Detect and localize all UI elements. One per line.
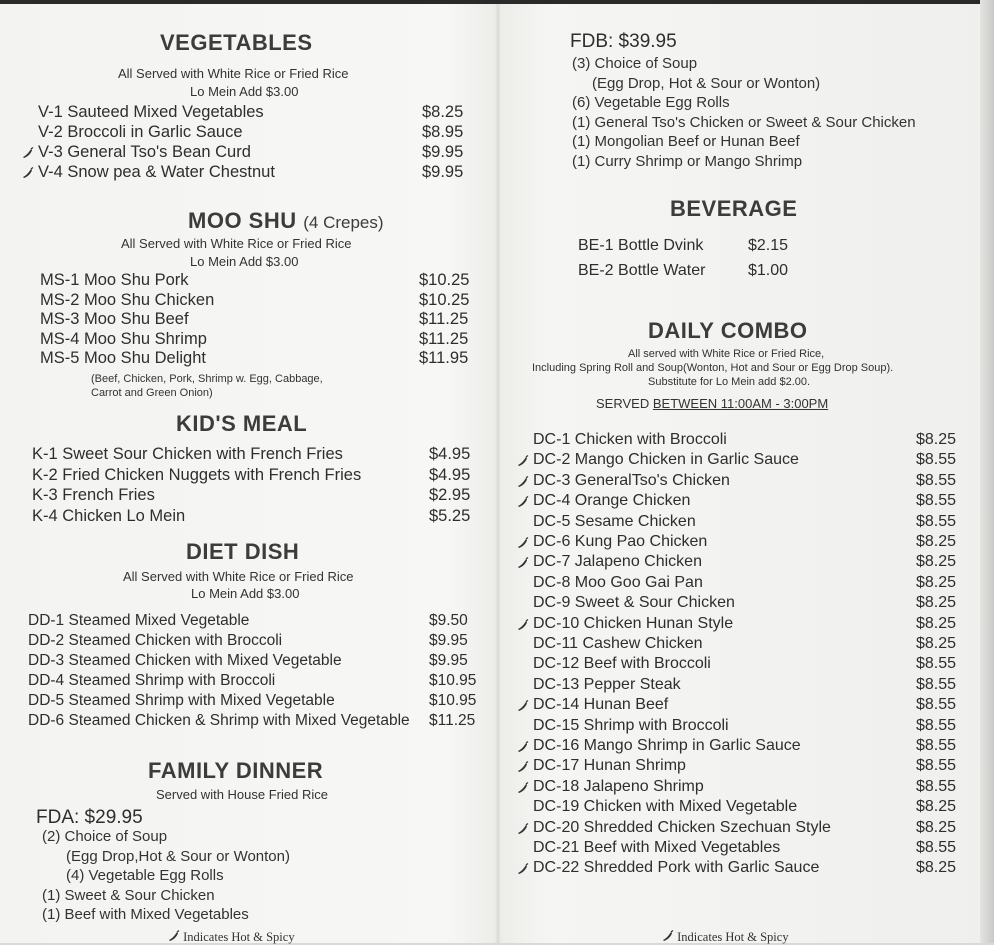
chili-pepper-icon bbox=[517, 496, 529, 508]
menu-item-name: DC-6 Kung Pao Chicken bbox=[533, 533, 708, 550]
menu-item-name: DC-1 Chicken with Broccoli bbox=[533, 431, 727, 448]
menu-item-name: DC-12 Beef with Broccoli bbox=[533, 655, 711, 673]
combo-served-time: BETWEEN 11:00AM - 3:00PM bbox=[652, 396, 829, 411]
menu-item-price: $8.25 bbox=[916, 431, 957, 448]
chili-pepper-icon bbox=[517, 557, 529, 569]
menu-item-price: $8.55 bbox=[916, 512, 957, 530]
menu-item-name: MS-3 Moo Shu Beef bbox=[40, 310, 189, 328]
menu-item-name: V-1 Sauteed Mixed Vegetables bbox=[38, 103, 264, 121]
menu-item-price: $8.25 bbox=[916, 594, 957, 612]
combo-heading: DAILY COMBO bbox=[648, 318, 808, 343]
package-line: (6) Vegetable Egg Rolls bbox=[572, 94, 730, 111]
menu-item-price: $11.95 bbox=[419, 349, 469, 367]
package-line: (1) Curry Shrimp or Mango Shrimp bbox=[572, 152, 803, 170]
menu-item-name: DC-14 Hunan Beef bbox=[533, 696, 669, 714]
vegetables-heading: VEGETABLES bbox=[160, 30, 313, 55]
combo-served-hours bbox=[596, 396, 828, 411]
fda-title: FDA: $29.95 bbox=[36, 807, 143, 828]
menu-item-price: $8.55 bbox=[916, 451, 957, 469]
menu-item-name: DC-22 Shredded Pork with Garlic Sauce bbox=[533, 859, 820, 877]
spicy-legend-left-text: Indicates Hot & Spicy bbox=[183, 930, 295, 944]
menu-item-price: $8.55 bbox=[916, 655, 957, 673]
menu-item-price: $8.55 bbox=[916, 471, 957, 489]
diet-heading: DIET DISH bbox=[186, 539, 300, 564]
chili-pepper-icon bbox=[22, 147, 34, 159]
combo-served-prefix: SERVED bbox=[596, 396, 650, 411]
menu-item-price: $10.95 bbox=[429, 672, 477, 689]
menu-item-price: $9.95 bbox=[429, 652, 468, 669]
menu-item-name: DD-6 Steamed Chicken & Shrimp with Mixed Vegetable bbox=[28, 712, 410, 729]
diet-lomein-note: Lo Mein Add $3.00 bbox=[191, 586, 300, 601]
menu-item-name: K-3 French Fries bbox=[32, 486, 155, 504]
mooshu-delight-note-2: Carrot and Green Onion) bbox=[91, 387, 213, 399]
menu-item-name: K-2 Fried Chicken Nuggets with French Fries bbox=[32, 465, 362, 484]
menu-item-price: $4.95 bbox=[429, 445, 471, 463]
mooshu-delight-note: (Beef, Chicken, Pork, Shrimp w. Egg, Cabbage, bbox=[91, 373, 323, 385]
menu-item-price: $8.25 bbox=[916, 818, 957, 836]
menu-item-name: DC-21 Beef with Mixed Vegetables bbox=[533, 839, 781, 856]
menu-item-name: V-2 Broccoli in Garlic Sauce bbox=[38, 123, 243, 141]
menu-item-price: $8.55 bbox=[916, 675, 957, 693]
package-line: (1) Beef with Mixed Vegetables bbox=[42, 906, 249, 923]
menu-item-price: $8.55 bbox=[916, 696, 957, 714]
vegetables-note: All Served with White Rice or Fried Rice bbox=[118, 66, 349, 81]
menu-item-name: DC-17 Hunan Shrimp bbox=[533, 757, 686, 775]
mooshu-subtitle: (4 Crepes) bbox=[303, 213, 384, 232]
chili-pepper-icon bbox=[517, 863, 529, 875]
package-line: (1) Mongolian Beef or Hunan Beef bbox=[572, 133, 800, 150]
package-line: (Egg Drop, Hot & Sour or Wonton) bbox=[592, 74, 821, 92]
menu-item-name: DD-3 Steamed Chicken with Mixed Vegetable bbox=[28, 652, 342, 669]
menu-item-name: V-4 Snow pea & Water Chestnut bbox=[38, 163, 275, 181]
menu-item-name: K-1 Sweet Sour Chicken with French Fries bbox=[32, 445, 343, 463]
menu-item-name: DC-11 Cashew Chicken bbox=[533, 635, 703, 652]
chili-pepper-icon bbox=[517, 741, 529, 753]
menu-item-price: $8.25 bbox=[916, 614, 957, 632]
menu-item-name: DC-3 GeneralTso's Chicken bbox=[533, 471, 730, 489]
chili-pepper-icon bbox=[517, 823, 529, 835]
vegetables-lomein-note: Lo Mein Add $3.00 bbox=[190, 84, 299, 99]
menu-item-price: $8.25 bbox=[916, 553, 957, 571]
menu-item-price: $2.95 bbox=[429, 486, 471, 504]
menu-item-name: DC-20 Shredded Chicken Szechuan Style bbox=[533, 818, 831, 836]
family-heading: FAMILY DINNER bbox=[148, 758, 324, 783]
menu-item-name: DC-8 Moo Goo Gai Pan bbox=[533, 573, 703, 591]
combo-note-1: All served with White Rice or Fried Rice, bbox=[628, 348, 825, 360]
menu-item-price: $10.25 bbox=[419, 290, 470, 309]
menu-item-name: DC-19 Chicken with Mixed Vegetable bbox=[533, 798, 798, 816]
menu-item-price: $8.55 bbox=[916, 839, 957, 856]
mooshu-lomein-note: Lo Mein Add $3.00 bbox=[190, 254, 299, 269]
menu-item-name: DC-15 Shrimp with Broccoli bbox=[533, 716, 729, 734]
menu-item-name: DD-2 Steamed Chicken with Broccoli bbox=[28, 632, 283, 649]
menu-item-name: DC-13 Pepper Steak bbox=[533, 675, 681, 693]
kids-heading: KID'S MEAL bbox=[176, 411, 308, 436]
menu-item-name: DC-7 Jalapeno Chicken bbox=[533, 553, 702, 571]
menu-item-price: $5.25 bbox=[429, 506, 471, 525]
menu-item-name: DD-1 Steamed Mixed Vegetable bbox=[28, 612, 250, 629]
menu-item-price: $8.25 bbox=[916, 859, 957, 877]
menu-item-name: MS-1 Moo Shu Pork bbox=[40, 271, 189, 289]
package-line: (4) Vegetable Egg Rolls bbox=[66, 867, 224, 884]
menu-item-name: DC-2 Mango Chicken in Garlic Sauce bbox=[533, 451, 799, 469]
menu-item-name: DC-18 Jalapeno Shrimp bbox=[533, 777, 704, 795]
chili-pepper-icon bbox=[517, 476, 529, 488]
right-edge bbox=[980, 0, 994, 943]
family-note: Served with House Fried Rice bbox=[156, 787, 328, 802]
menu-item-price: $8.55 bbox=[916, 716, 957, 734]
package-line: (3) Choice of Soup bbox=[572, 55, 698, 72]
package-line: (1) Sweet & Sour Chicken bbox=[42, 886, 215, 904]
menu-item-name: DC-10 Chicken Hunan Style bbox=[533, 614, 734, 632]
menu-item-price: $10.95 bbox=[429, 692, 477, 709]
diet-note: All Served with White Rice or Fried Rice bbox=[123, 569, 354, 584]
chili-pepper-icon bbox=[517, 455, 529, 467]
menu-item-price: $10.25 bbox=[419, 271, 470, 289]
menu-item-price: $9.95 bbox=[422, 143, 464, 161]
mooshu-title: MOO SHU bbox=[188, 208, 297, 233]
menu-item-price: $8.55 bbox=[916, 492, 957, 510]
menu-item-name: DD-4 Steamed Shrimp with Broccoli bbox=[28, 672, 276, 689]
menu-item-name: DD-5 Steamed Shrimp with Mixed Vegetable bbox=[28, 692, 335, 709]
menu-item-name: DC-16 Mango Shrimp in Garlic Sauce bbox=[533, 737, 801, 754]
menu-item-price: $1.00 bbox=[748, 261, 789, 279]
mooshu-heading bbox=[188, 208, 384, 234]
menu-item-price: $4.95 bbox=[429, 465, 471, 484]
menu-item-price: $8.55 bbox=[916, 757, 957, 775]
package-line: (1) General Tso's Chicken or Sweet & Sour Chicken bbox=[572, 113, 916, 131]
menu-item-price: $8.95 bbox=[422, 123, 464, 141]
chili-pepper-icon bbox=[517, 537, 529, 549]
page-fold bbox=[495, 0, 501, 943]
menu-item-price: $8.25 bbox=[916, 635, 957, 652]
fdb-title: FDB: $39.95 bbox=[570, 31, 677, 52]
menu-item-price: $8.25 bbox=[916, 798, 957, 816]
menu-item-price: $9.95 bbox=[429, 632, 468, 649]
menu-item-price: $2.15 bbox=[748, 237, 789, 254]
menu-item-price: $8.55 bbox=[916, 777, 957, 795]
combo-note-3: Substitute for Lo Mein add $2.00. bbox=[648, 376, 811, 388]
menu-item-name: V-3 General Tso's Bean Curd bbox=[38, 143, 251, 161]
menu-item-name: DC-4 Orange Chicken bbox=[533, 492, 691, 510]
chili-pepper-icon bbox=[517, 761, 529, 773]
menu-item-price: $9.50 bbox=[429, 612, 468, 629]
chili-pepper-icon bbox=[517, 782, 529, 794]
menu-item-name: MS-5 Moo Shu Delight bbox=[40, 349, 206, 367]
chili-pepper-icon bbox=[517, 700, 529, 712]
menu-item-price: $8.25 bbox=[916, 573, 957, 591]
package-line: (Egg Drop,Hot & Sour or Wonton) bbox=[66, 847, 290, 865]
mooshu-note: All Served with White Rice or Fried Rice bbox=[121, 236, 352, 251]
beverage-heading: BEVERAGE bbox=[670, 196, 798, 221]
menu-item-price: $8.55 bbox=[916, 737, 957, 754]
menu-item-price: $11.25 bbox=[419, 310, 469, 328]
menu-item-name: BE-2 Bottle Water bbox=[578, 261, 706, 279]
menu-item-name: MS-4 Moo Shu Shrimp bbox=[40, 329, 207, 348]
menu-item-name: BE-1 Bottle Dvink bbox=[578, 237, 704, 254]
menu-item-price: $9.95 bbox=[422, 163, 464, 181]
menu-item-price: $8.25 bbox=[422, 103, 464, 121]
combo-note-2: Including Spring Roll and Soup(Wonton, Hot and Sour or Egg Drop Soup). bbox=[532, 362, 894, 374]
package-line: (2) Choice of Soup bbox=[42, 828, 168, 845]
menu-item-price: $8.25 bbox=[916, 533, 957, 550]
chili-pepper-icon bbox=[22, 167, 34, 179]
chili-pepper-icon bbox=[168, 930, 180, 942]
menu-item-name: DC-9 Sweet & Sour Chicken bbox=[533, 594, 735, 612]
chili-pepper-icon bbox=[662, 930, 674, 942]
chili-pepper-icon bbox=[517, 619, 529, 631]
menu-item-price: $11.25 bbox=[429, 712, 476, 729]
menu-item-name: K-4 Chicken Lo Mein bbox=[32, 506, 186, 525]
menu-item-name: DC-5 Sesame Chicken bbox=[533, 512, 696, 530]
menu-item-price: $11.25 bbox=[419, 329, 469, 348]
menu-item-name: MS-2 Moo Shu Chicken bbox=[40, 290, 215, 309]
spicy-legend-right-text: Indicates Hot & Spicy bbox=[677, 930, 789, 944]
